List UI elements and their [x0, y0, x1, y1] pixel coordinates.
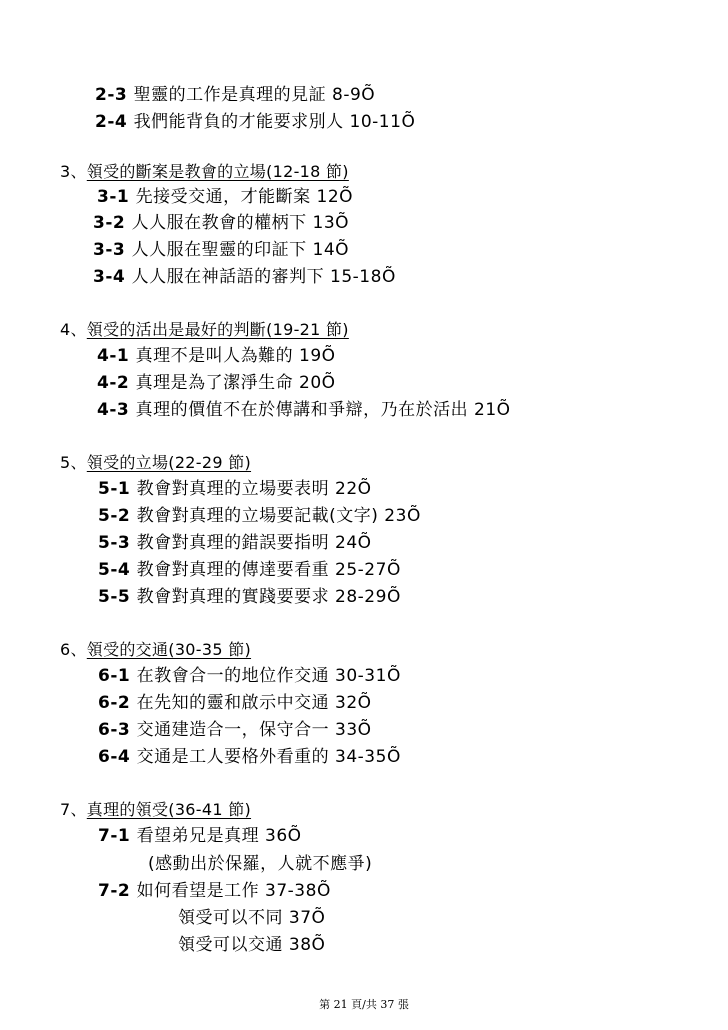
- outline-note: [178, 934, 325, 956]
- outline-item-6-3: [98, 719, 372, 741]
- outline-item-3-2: [93, 212, 349, 234]
- section-heading-5: [60, 452, 251, 474]
- note-text: 領受可以交通 38Õ: [178, 935, 326, 955]
- item-number: 3-1: [97, 187, 130, 207]
- outline-item-5-4: [98, 559, 401, 581]
- outline-item-6-4: [98, 746, 401, 768]
- item-number: 6-2: [98, 693, 131, 713]
- item-number: 6-3: [98, 720, 131, 740]
- item-text: 教會對真理的錯誤要指明 24Õ: [136, 533, 372, 553]
- item-number: 4-3: [97, 400, 130, 420]
- outline-item-3-4: [93, 266, 396, 288]
- item-text: 我們能背負的才能要求別人 10-11Õ: [133, 112, 416, 132]
- item-number: 7-1: [98, 826, 131, 846]
- item-text: 真理不是叫人為難的 19Õ: [135, 346, 336, 366]
- section-number: 7、: [60, 800, 87, 819]
- item-number: 5-4: [98, 560, 131, 580]
- section-number: 4、: [60, 320, 87, 339]
- section-title: 領受的立場(22-29 節): [86, 453, 252, 472]
- item-text: 先接受交通，才能斷案 12Õ: [135, 187, 354, 207]
- outline-item-7-2: [98, 880, 331, 902]
- item-text: 如何看望是工作 37-38Õ: [136, 881, 331, 901]
- section-title: 領受的交通(30-35 節): [86, 640, 252, 659]
- section-heading-3: [60, 161, 349, 183]
- outline-item-5-2: [98, 505, 421, 527]
- section-title: 領受的斷案是教會的立場(12-18 節): [86, 162, 349, 181]
- item-text: 看望弟兄是真理 36Õ: [136, 826, 302, 846]
- section-heading-7: [60, 799, 251, 821]
- item-number: 4-1: [97, 346, 130, 366]
- item-text: 人人服在神話語的審判下 15-18Õ: [131, 267, 396, 287]
- section-number: 3、: [60, 162, 87, 181]
- outline-item-5-5: [98, 586, 401, 608]
- item-text: 真理的價值不在於傳講和爭辯，乃在於活出 21Õ: [135, 400, 511, 420]
- item-text: 在教會合一的地位作交通 30-31Õ: [136, 666, 401, 686]
- outline-item-4-3: [97, 399, 511, 421]
- item-text: 在先知的靈和啟示中交通 32Õ: [136, 693, 372, 713]
- item-number: 5-5: [98, 587, 131, 607]
- outline-item-2-4: [95, 111, 415, 133]
- item-number: 5-2: [98, 506, 131, 526]
- item-number: 6-4: [98, 747, 131, 767]
- section-number: 6、: [60, 640, 87, 659]
- note-text: 領受可以不同 37Õ: [178, 908, 326, 928]
- item-number: 2-4: [95, 112, 128, 132]
- note-text: (感動出於保羅，人就不應爭): [148, 854, 373, 874]
- item-number: 4-2: [97, 373, 130, 393]
- item-text: 人人服在聖靈的印証下 14Õ: [131, 240, 350, 260]
- section-heading-4: [60, 319, 349, 341]
- outline-item-3-1: [97, 186, 353, 208]
- outline-item-5-3: [98, 532, 372, 554]
- section-number: 5、: [60, 453, 87, 472]
- section-title: 領受的活出是最好的判斷(19-21 節): [86, 320, 349, 339]
- outline-item-3-3: [93, 239, 349, 261]
- item-number: 7-2: [98, 881, 131, 901]
- outline-item-4-2: [97, 372, 336, 394]
- item-text: 交通是工人要格外看重的 34-35Õ: [136, 747, 401, 767]
- outline-item-6-1: [98, 665, 401, 687]
- item-number: 3-3: [93, 240, 126, 260]
- item-number: 3-4: [93, 267, 126, 287]
- section-title: 真理的領受(36-41 節): [86, 800, 252, 819]
- item-text: 教會對真理的立場要記載(文字) 23Õ: [136, 506, 421, 526]
- item-text: 教會對真理的傳達要看重 25-27Õ: [136, 560, 401, 580]
- item-number: 2-3: [95, 85, 128, 105]
- outline-item-6-2: [98, 692, 372, 714]
- item-number: 5-1: [98, 479, 131, 499]
- outline-item-7-1: [98, 825, 302, 847]
- item-text: 人人服在教會的權柄下 13Õ: [131, 213, 350, 233]
- item-text: 教會對真理的立場要表明 22Õ: [136, 479, 372, 499]
- item-text: 交通建造合一，保守合一 33Õ: [136, 720, 372, 740]
- item-number: 6-1: [98, 666, 131, 686]
- item-text: 教會對真理的實踐要要求 28-29Õ: [136, 587, 401, 607]
- outline-item-4-1: [97, 345, 336, 367]
- item-number: 3-2: [93, 213, 126, 233]
- outline-item-2-3: [95, 84, 375, 106]
- outline-item-5-1: [98, 478, 372, 500]
- outline-note: [148, 853, 372, 875]
- section-heading-6: [60, 639, 251, 661]
- outline-note: [178, 907, 325, 929]
- item-number: 5-3: [98, 533, 131, 553]
- item-text: 聖靈的工作是真理的見証 8-9Õ: [133, 85, 376, 105]
- item-text: 真理是為了潔淨生命 20Õ: [135, 373, 336, 393]
- page-footer: 第 21 頁/共 37 張: [319, 998, 409, 1011]
